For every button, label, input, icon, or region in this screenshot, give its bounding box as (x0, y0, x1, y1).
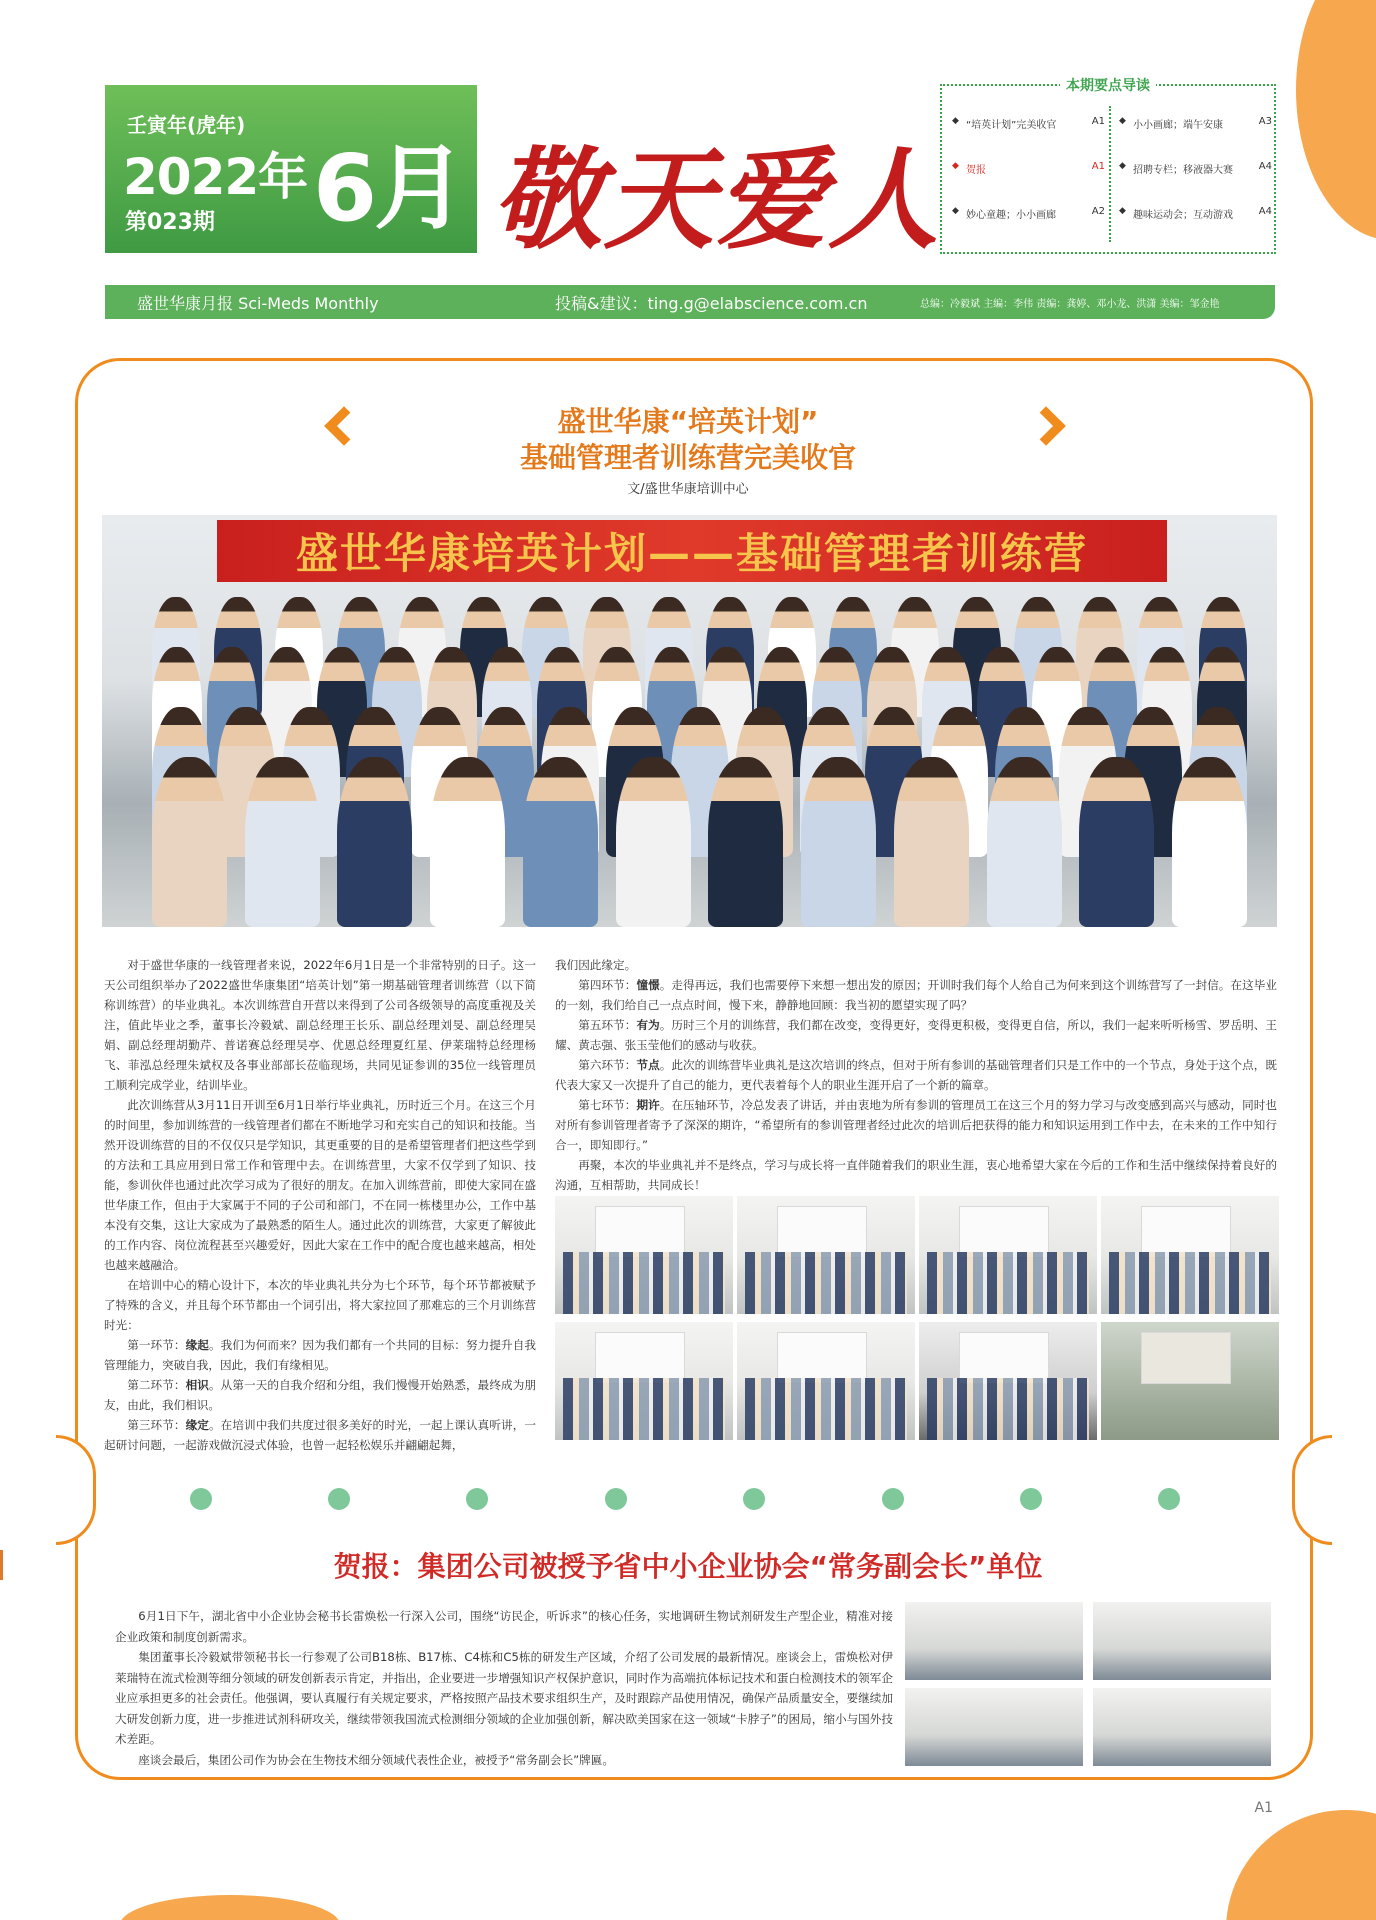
person-figure (894, 757, 969, 927)
toc-divider (1109, 106, 1111, 242)
section-paragraph: 第五环节：有为。历时三个月的训练营，我们都在改变，变得更好，变得更积极，变得更自信，所以，我们一起来听听杨雪、罗岳明、王耀、黄志强、张玉莹他们的感动与收获。 (555, 1018, 1277, 1052)
corner-decoration (1296, 0, 1376, 240)
crowd-illustration (142, 577, 1237, 927)
photo-banner: 盛世华康培英计划——基础管理者训练营 (217, 520, 1167, 582)
section-paragraph: 第四环节：憧憬。走得再远，我们也需要停下来想一想出发的原因；开训时我们每个人给自己为何来到这个训练营写了一封信。在这毕业的一刻，我们给自己一点点时间，慢下来，静静地回顾：我当初的愿望实现了吗？ (555, 978, 1277, 1012)
person-figure (708, 757, 783, 927)
toc-item[interactable]: ◆ 趣味运动会；互动游戏 A4 (1119, 206, 1272, 221)
newsletter-name: 盛世华康月报 Sci-Meds Monthly (137, 293, 379, 313)
person-figure (801, 757, 876, 927)
article-column-left (104, 955, 536, 1455)
article2-photo (905, 1688, 1083, 1766)
bullet-icon: ◆ (1119, 116, 1126, 126)
bullet-icon: ◆ (1119, 206, 1126, 216)
person-figure (616, 757, 691, 927)
masthead-title: 敬天爱人 (492, 135, 940, 264)
dot-separator (190, 1488, 1190, 1510)
corner-decoration (120, 1895, 340, 1920)
bullet-icon: ◆ (952, 116, 959, 126)
corner-decoration (1226, 1810, 1376, 1920)
info-bar (105, 285, 1275, 319)
section-paragraph: 第一环节：缘起。我们为何而来？因为我们都有一个共同的目标：努力提升自我管理能力，突破自我，因此，我们有缘相见。 (104, 1338, 536, 1372)
paragraph: 此次训练营从3月11日开训至6月1日举行毕业典礼，历时近三个月。在这三个月的时间里，参加训练营的一线管理者们都在不断地学习和充实自己的知识和技能。当然开设训练营的目的不仅仅只是学知识，其更重要的目的是希望管理者们把这些学到的方法和工具应用到日常工作和管理中去。在训练营里，大家不仅学到了知识、技能，参训伙伴也通过此次学习成为了很好的朋友。在加入训练营前，即使大家同在盛世华康工作，但由于大家属于不同的子公司和部门，不在同一栋楼里办公，工作中基本没有交集，这让大家成为了最熟悉的陌生人。通过此次的训练营，大家更了解彼此的工作内容、岗位流程甚至兴趣爱好，因此大家在工作中的配合度也越来越高，相处也越来越融洽。 (104, 1098, 536, 1272)
paragraph: 再聚，本次的毕业典礼并不是终点，学习与成长将一直伴随着我们的职业生涯，衷心地希望大家在今后的工作和生活中继续保持着良好的沟通，互相帮助，共同成长！ (555, 1158, 1277, 1192)
article2-body (115, 1606, 893, 1770)
photo-gallery (555, 1196, 1278, 1443)
article-title-line2: 基础管理者训练营完美收官 (519, 441, 856, 474)
date-box (105, 85, 477, 253)
section-paragraph: 第二环节：相识。从第一天的自我介绍和分组，我们慢慢开始熟悉，最终成为朋友，由此，我们相识。 (104, 1378, 536, 1412)
dot (882, 1488, 904, 1510)
person-figure (430, 757, 505, 927)
gallery-photo (555, 1322, 733, 1440)
bullet-icon: ◆ (952, 161, 959, 171)
paragraph: 在培训中心的精心设计下，本次的毕业典礼共分为七个环节，每个环节都被赋予了特殊的含义，并且每个环节都由一个词引出，将大家拉回了那难忘的三个月训练营时光： (104, 1278, 536, 1332)
dot (190, 1488, 212, 1510)
gallery-photo (737, 1322, 915, 1440)
year: 2022年 (123, 148, 308, 206)
group-photo (102, 515, 1277, 927)
paragraph: 座谈会最后，集团公司作为协会在生物技术细分领域代表性企业，被授予“常务副会长”牌匾。 (138, 1752, 614, 1767)
section-paragraph: 第三环节：缘定。在培训中我们共度过很多美好的时光，一起上课认真听讲，一起研讨问题，一起游戏做沉浸式体验，也曾一起轻松娱乐并翩翩起舞， (104, 1418, 536, 1452)
dot (1158, 1488, 1180, 1510)
bullet-icon: ◆ (952, 206, 959, 216)
month: 6月 (313, 135, 464, 242)
gallery-photo (919, 1322, 1097, 1440)
gallery-photo (737, 1196, 915, 1314)
dot (605, 1488, 627, 1510)
bullet-icon: ◆ (1119, 161, 1126, 171)
article-column-right (555, 955, 1277, 1195)
article2-title: 贺报：集团公司被授予省中小企业协会“常务副会长”单位 (333, 1550, 1043, 1583)
person-figure (337, 757, 412, 927)
person-figure (152, 757, 227, 927)
section-paragraph: 第六环节：节点。此次的训练营毕业典礼是这次培训的终点，但对于所有参训的基础管理者们只是工作中的一个节点，身处于这个点，既代表大家又一次提升了自己的能力，更代表着每个人的职业生涯开启了一个新的篇章。 (555, 1058, 1277, 1092)
paragraph: 对于盛世华康的一线管理者来说，2022年6月1日是一个非常特别的日子。这一天公司组织举办了2022盛世华康集团“培英计划”第一期基础管理者训练营（以下简称训练营）的毕业典礼。本次训练营自开营以来得到了公司各级领导的高度重视及关注，值此毕业之季，董事长冷毅斌、副总经理王长乐、副总经理刘旻、副总经理吴娟、副总经理胡勤芹、普诺赛总经理吴亭、优恩总经理夏红星、伊莱瑞特总经理杨飞、菲泓总经理朱斌权及各事业部部长莅临现场，共同见证参训的35位一线管理员工顺利完成学业，结训毕业。 (104, 958, 536, 1092)
toc-item[interactable]: ◆ 招聘专栏；移液器大赛 A4 (1119, 161, 1272, 176)
person-figure (1079, 757, 1154, 927)
gallery-photo (1101, 1196, 1279, 1314)
toc-title: 本期要点导读 (1060, 78, 1156, 94)
dot (743, 1488, 765, 1510)
article2-photo (1093, 1688, 1271, 1766)
lunar-year: 壬寅年(虎年) (127, 113, 246, 137)
table-of-contents (940, 78, 1276, 254)
section-paragraph: 第七环节：期许。在压轴环节，冷总发表了讲话，并由衷地为所有参训的管理员工在这三个月的努力学习与改变感到高兴与感动，同时也对所有参训管理者寄予了深深的期许，“希望所有的参训管理者经过此次的培训后把获得的能力和知识运用到工作中去，在未来的工作中知行合一，即知即行。” (555, 1098, 1277, 1152)
toc-item[interactable]: ◆ 妙心童趣；小小画廊 A2 (952, 206, 1105, 221)
paragraph: 集团董事长冷毅斌带领秘书长一行参观了公司B18栋、B17栋、C4栋和C5栋的研发生产区域，介绍了公司发展的最新情况。座谈会上，雷焕松对伊莱瑞特在流式检测等细分领域的研发创新表示肯定，并指出，企业要进一步增强知识产权保护意识，同时作为高端抗体标记技术和蛋白检测技术的领军企业应承担更多的社会责任。他强调，要认真履行有关规定要求，严格按照产品技术要求组织生产，及时跟踪产品使用情况，确保产品质量安全，要继续加大研发创新力度，进一步推进试剂科研攻关，继续带领我国流式检测细分领域的企业加强创新，解决欧美国家在这一领域“卡脖子”的困局，缩小与国外技术差距。 (115, 1650, 893, 1746)
gallery-photo (1101, 1322, 1279, 1440)
article2-photo (905, 1602, 1083, 1680)
paragraph: 6月1日下午，湖北省中小企业协会秘书长雷焕松一行深入公司，围绕“访民企，听诉求”的核心任务，实地调研生物试剂研发生产型企业，精准对接企业政策和制度创新需求。 (115, 1609, 893, 1644)
dot (466, 1488, 488, 1510)
dot (1020, 1488, 1042, 1510)
submission-email[interactable]: 投稿&建议：ting.g@elabscience.com.cn (555, 293, 868, 313)
toc-item[interactable]: ◆ 贺报 A1 (952, 161, 1105, 176)
issue-number: 第023期 (125, 210, 215, 235)
editorial-credits: 总编：冷毅斌 主编：李伟 责编：龚婷、邓小龙、洪潇 美编：邹金艳 (920, 298, 1220, 310)
person-figure (523, 757, 598, 927)
page-number: A1 (1254, 1800, 1273, 1816)
article-byline: 文/盛世华康培训中心 (627, 482, 749, 497)
dot (328, 1488, 350, 1510)
article2-photo (1093, 1602, 1271, 1680)
gallery-photo (555, 1196, 733, 1314)
article2-photos (905, 1602, 1273, 1767)
paragraph: 我们因此缘定。 (555, 958, 637, 972)
toc-item[interactable]: ◆ “培英计划”完美收官 A1 (952, 116, 1105, 131)
person-figure (245, 757, 320, 927)
person-figure (1172, 757, 1247, 927)
person-figure (987, 757, 1062, 927)
gallery-photo (919, 1196, 1097, 1314)
article-title-line1: 盛世华康“培英计划” (557, 405, 819, 438)
toc-item[interactable]: ◆ 小小画廊；端午安康 A3 (1119, 116, 1272, 131)
